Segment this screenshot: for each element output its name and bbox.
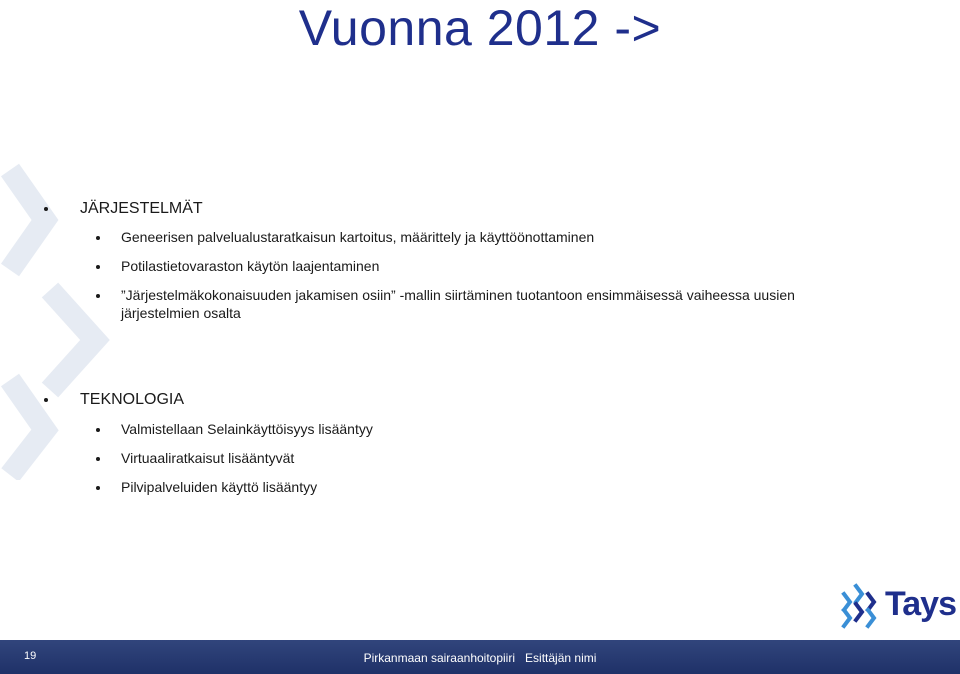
list-item: Geneerisen palvelualustaratkaisun kartoitus, määrittely ja käyttöönottaminen: [121, 229, 595, 245]
list-item: Pilvipalveluiden käyttö lisääntyy: [121, 479, 318, 495]
bullet-dot: [44, 398, 48, 402]
bullet-dot: [96, 265, 100, 269]
list-item: Virtuaaliratkaisut lisääntyvät: [121, 450, 295, 466]
list-item: ”Järjestelmäkokonaisuuden jakamisen osiin” -mallin siirtäminen tuotantoon ensimmäisessä vaiheessa uusien: [121, 287, 795, 303]
slide-title: Vuonna 2012 ->: [298, 0, 662, 56]
footer-presenter: Esittäjän nimi: [525, 651, 597, 665]
logo-text: Tays: [885, 585, 956, 623]
list-item: Potilastietovaraston käytön laajentaminen: [121, 258, 380, 274]
bullet-dot: [96, 294, 100, 298]
bullet-dot: [96, 457, 100, 461]
page-number: 19: [24, 650, 37, 662]
bullet-dot: [96, 428, 100, 432]
bullet-dot: [96, 236, 100, 240]
section-heading-teknologia: TEKNOLOGIA: [80, 391, 185, 408]
footer-bar: [0, 640, 960, 674]
section-heading-jarjestelmat: JÄRJESTELMÄT: [80, 200, 203, 217]
list-item-continuation: järjestelmien osalta: [121, 305, 241, 321]
list-item: Valmistellaan Selainkäyttöisyys lisääntyy: [121, 421, 373, 437]
footer-organization: Pirkanmaan sairaanhoitopiiri: [363, 651, 516, 665]
footer-label: [0, 651, 960, 665]
bullet-dot: [44, 207, 48, 211]
bullet-dot: [96, 486, 100, 490]
